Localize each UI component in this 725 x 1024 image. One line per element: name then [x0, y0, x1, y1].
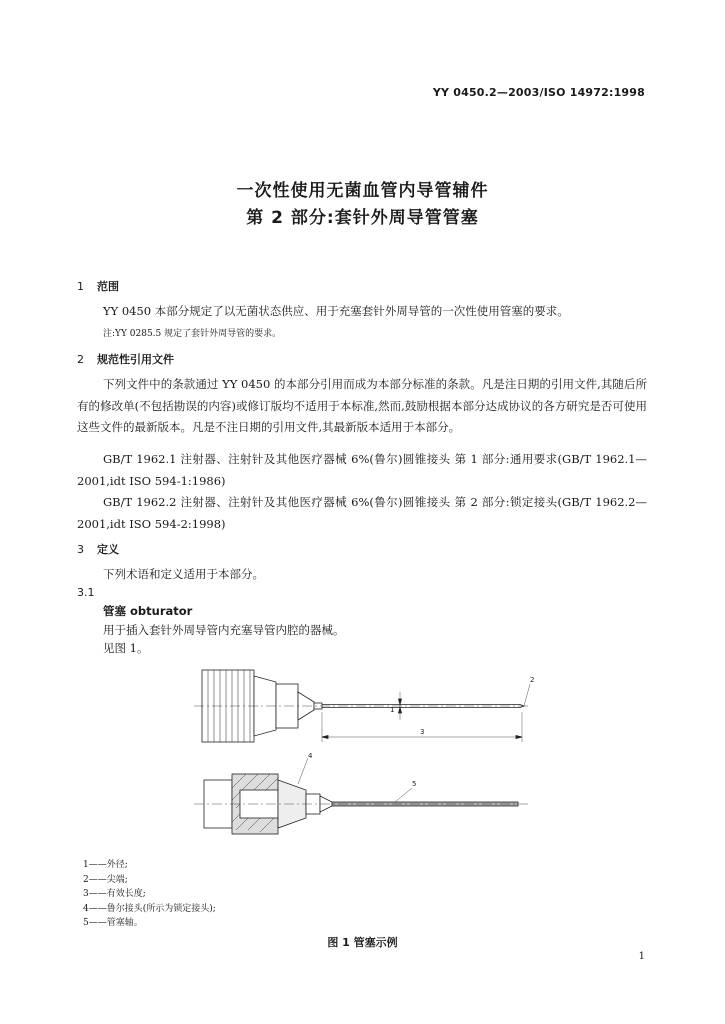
section-1-note: 注:YY 0285.5 规定了套针外周导管的要求。 [103, 329, 282, 339]
section-2-title: 规范性引用文件 [97, 353, 174, 366]
title-line-2: 第 2 部分:套针外周导管管塞 [246, 208, 479, 228]
reference-item: GB/T 1962.1 注射器、注射针及其他医疗器械 6%(鲁尔)圆锥接头 第 1 部分:通用要求(GB/T 1962.1—2001,idt ISO 594-1:1986) [77, 452, 647, 488]
section-1-title: 范围 [97, 280, 119, 293]
callout-5: 5 [412, 780, 417, 788]
section-2-number: 2 [77, 353, 84, 366]
legend-item: 1——外径; [83, 860, 128, 870]
subsection-number: 3.1 [77, 586, 95, 599]
term-obturator: 管塞 obturator [103, 604, 193, 618]
section-1-number: 1 [77, 280, 84, 293]
section-3-heading [77, 541, 119, 557]
callout-3: 3 [420, 728, 425, 736]
callout-1: 1 [390, 706, 395, 714]
standard-code: YY 0450.2—2003/ISO 14972:1998 [432, 86, 645, 99]
section-1-heading [77, 278, 119, 294]
section-1-text: YY 0450 本部分规定了以无菌状态供应、用于充塞套针外周导管的一次性使用管塞的要求。 [103, 304, 569, 318]
reference-item: GB/T 1962.2 注射器、注射针及其他医疗器械 6%(鲁尔)圆锥接头 第 2 部分:锁定接头(GB/T 1962.2—2001,idt ISO 594-2:1998) [77, 495, 647, 531]
term-definition: 用于插入套针外周导管内充塞导管内腔的器械。 [103, 623, 345, 637]
legend-item: 4——鲁尔接头(所示为锁定接头); [83, 903, 216, 914]
obturator-drawing [180, 662, 560, 837]
legend-item: 5——管塞轴。 [83, 918, 143, 928]
title-line-1: 一次性使用无菌血管内导管辅件 [236, 181, 489, 201]
figure-legend [83, 858, 216, 931]
obturator-exterior-view [194, 670, 530, 742]
section-2-text: 下列文件中的条款通过 YY 0450 的本部分引用而成为本部分标准的条款。凡是注日期的引用文件,其随后所有的修改单(不包括勘误的内容)或修订版均不适用于本标准,然而,鼓励根据本部分达成协议的各方研究是否可使用这些文件的最新版本。凡是不注日期的引用文件,其最新版本适用于本部分。 [77, 377, 647, 434]
legend-item: 3——有效长度; [83, 889, 146, 899]
page-number: 1 [638, 951, 645, 962]
section-3-number: 3 [77, 543, 84, 556]
obturator-section-view [194, 758, 530, 834]
legend-item: 2——尖端; [83, 874, 128, 885]
section-3-title: 定义 [97, 543, 119, 556]
figure-caption: 图 1 管塞示例 [327, 936, 398, 949]
callout-2: 2 [530, 676, 535, 684]
section-2-heading [77, 351, 174, 367]
section-3-text: 下列术语和定义适用于本部分。 [103, 567, 264, 581]
figure-reference: 见图 1。 [103, 641, 149, 655]
callout-4: 4 [308, 752, 313, 760]
